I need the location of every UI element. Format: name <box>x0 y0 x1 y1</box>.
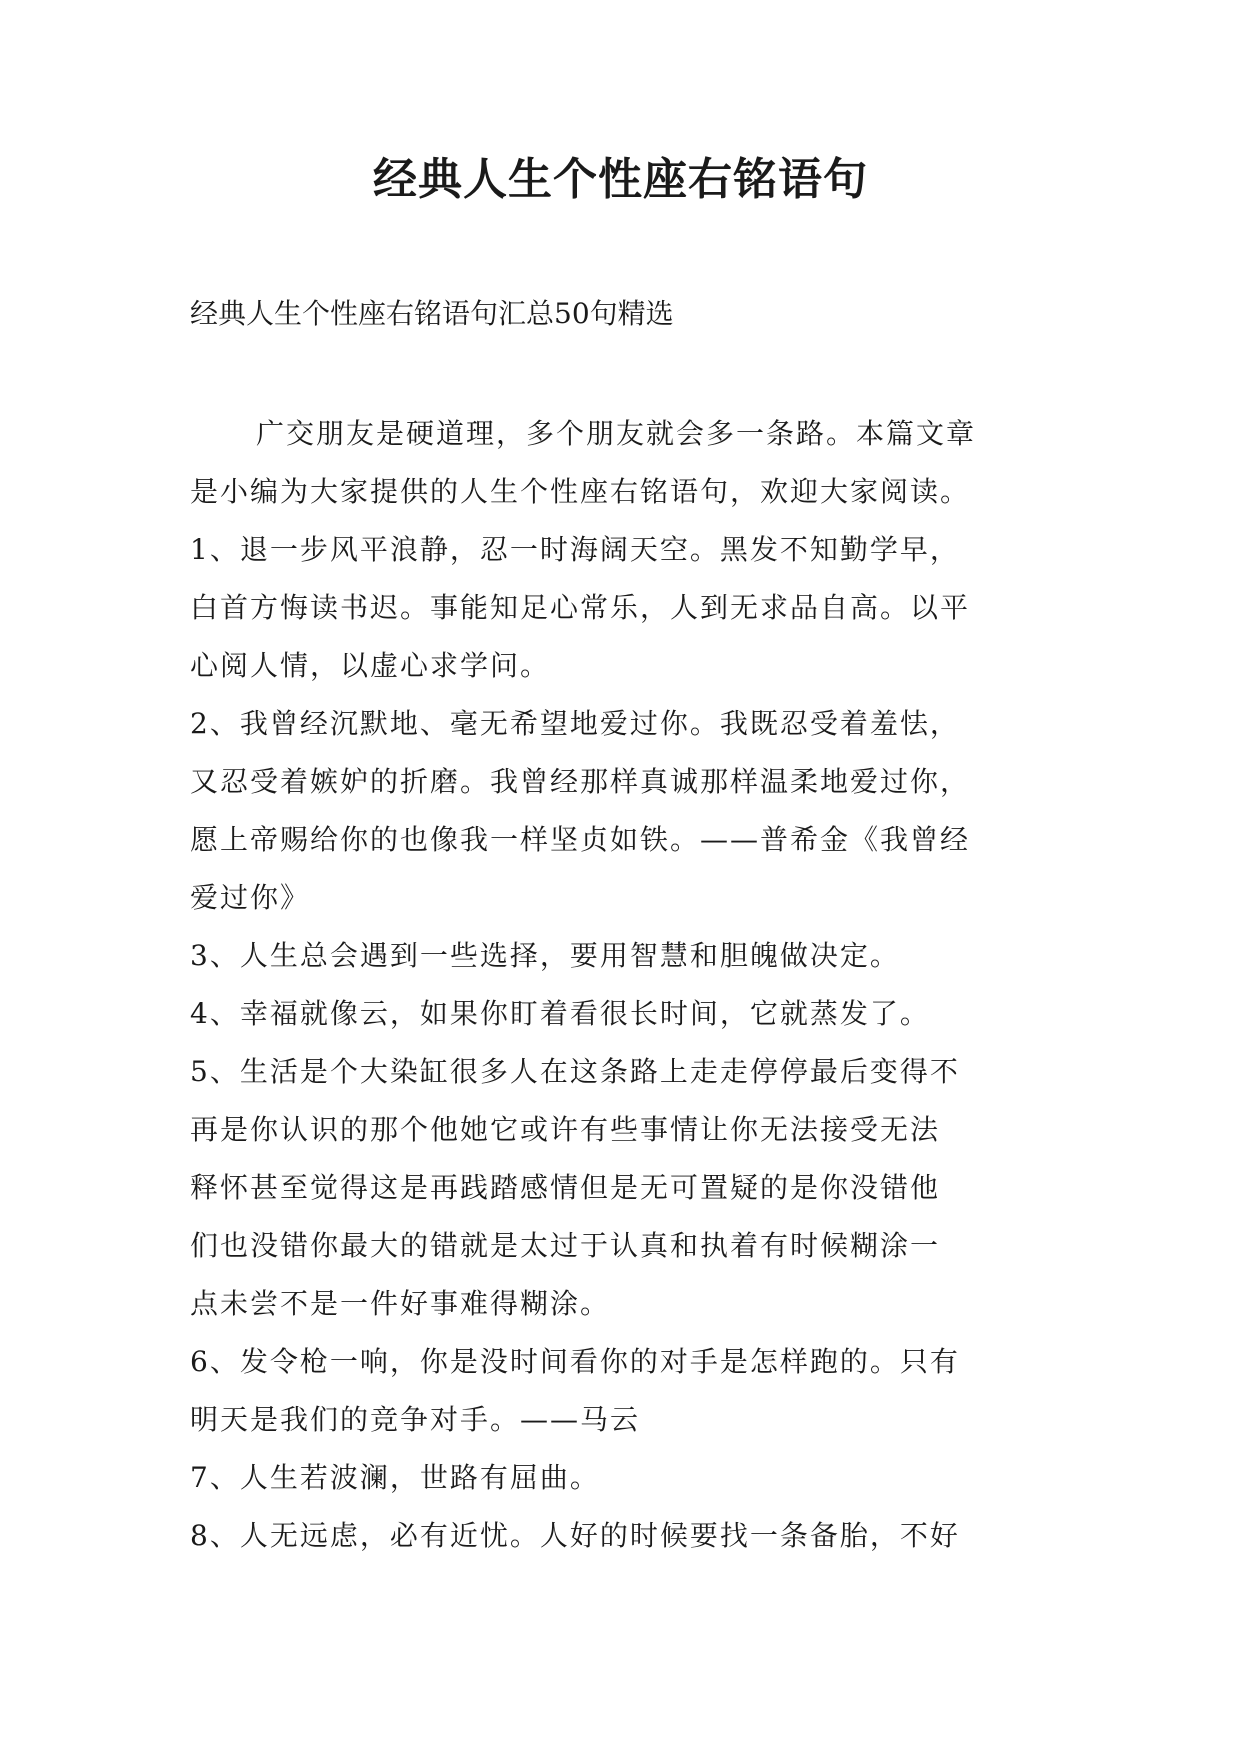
body-line: 再是你认识的那个他她它或许有些事情让你无法接受无法 <box>190 1113 941 1146</box>
document-subtitle: 经典人生个性座右铭语句汇总50句精选 <box>190 297 674 330</box>
body-line: 心阅人情，以虚心求学问。 <box>190 649 551 682</box>
body-line: 2、我曾经沉默地、毫无希望地爱过你。我既忍受着羞怯， <box>190 707 960 740</box>
body-line: 8、人无远虑，必有近忧。人好的时候要找一条备胎，不好 <box>190 1519 960 1552</box>
body-line: 白首方悔读书迟。事能知足心常乐，人到无求品自高。以平 <box>190 591 971 624</box>
document-title: 经典人生个性座右铭语句 <box>373 154 868 205</box>
body-line: 愿上帝赐给你的也像我一样坚贞如铁。——普希金《我曾经 <box>190 823 971 856</box>
body-line: 6、发令枪一响，你是没时间看你的对手是怎样跑的。只有 <box>190 1345 960 1378</box>
body-line: 是小编为大家提供的人生个性座右铭语句，欢迎大家阅读。 <box>190 475 971 508</box>
body-line: 5、生活是个大染缸很多人在这条路上走走停停最后变得不 <box>190 1055 960 1088</box>
body-line: 又忍受着嫉妒的折磨。我曾经那样真诚那样温柔地爱过你， <box>190 765 971 798</box>
body-line: 广交朋友是硬道理，多个朋友就会多一条路。本篇文章 <box>256 417 977 450</box>
body-line: 点未尝不是一件好事难得糊涂。 <box>190 1287 611 1320</box>
document-body <box>190 405 1070 1565</box>
body-line: 爱过你》 <box>190 881 311 914</box>
body-line: 们也没错你最大的错就是太过于认真和执着有时候糊涂一 <box>190 1229 941 1262</box>
body-line: 7、人生若波澜，世路有屈曲。 <box>190 1461 600 1494</box>
body-line: 释怀甚至觉得这是再践踏感情但是无可置疑的是你没错他 <box>190 1171 941 1204</box>
body-line: 明天是我们的竞争对手。——马云 <box>190 1403 641 1436</box>
body-line: 3、人生总会遇到一些选择，要用智慧和胆魄做决定。 <box>190 939 900 972</box>
body-line: 1、退一步风平浪静，忍一时海阔天空。黑发不知勤学早， <box>190 533 960 566</box>
body-line: 4、幸福就像云，如果你盯着看很长时间，它就蒸发了。 <box>190 997 930 1030</box>
